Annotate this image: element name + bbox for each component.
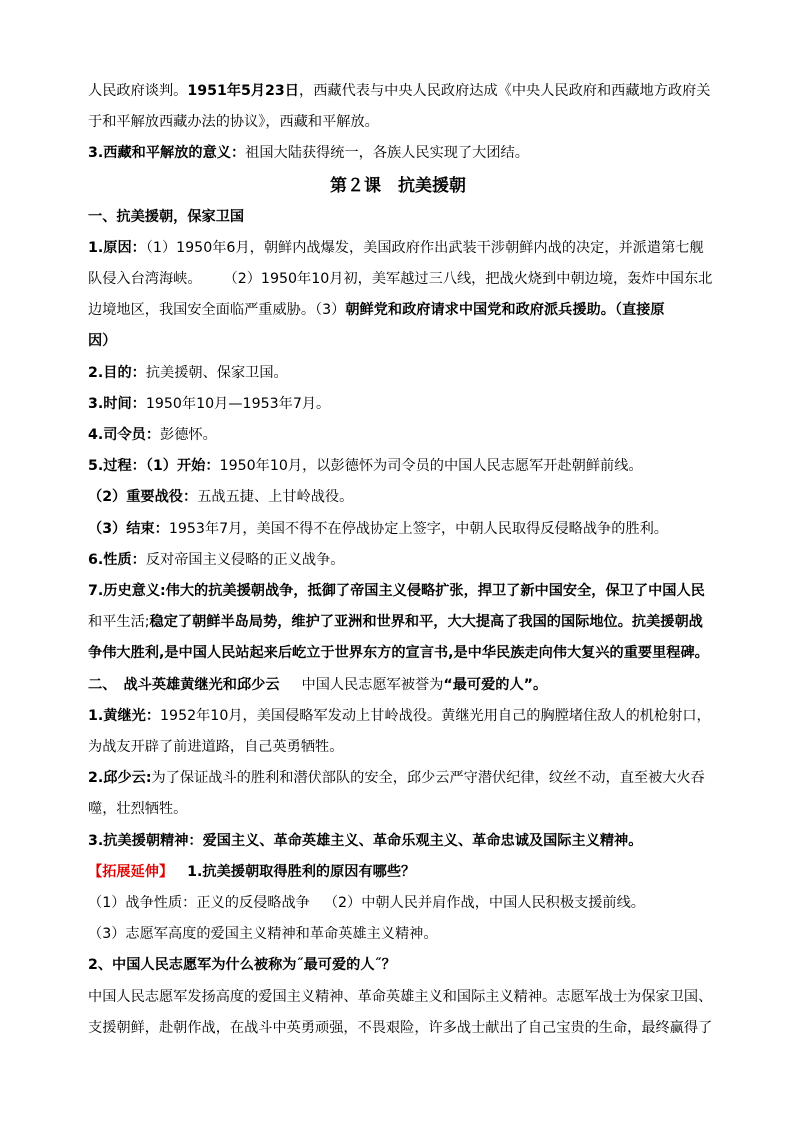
text-line [88,857,708,888]
text-run: 为了保证战斗的胜利和潜伏部队的安全，邱少云严守潜伏纪律，纹丝不动，直至被大火吞 [151,770,705,787]
label-bold: 3.西藏和平解放的意义： [88,145,246,162]
text-run: 边境地区，我国安全面临严重威胁。（3） [88,302,346,319]
label-bold: 4.司令员： [88,427,161,444]
text-run: 人民政府谈判。 [88,83,188,99]
text-line [88,295,708,326]
text-run: 祖国大陆获得统一，各族人民实现了大团结。 [245,145,529,162]
lesson-title: 第２课 抗美援朝 [330,175,466,196]
text-line [88,389,708,420]
question-text: 1.抗美援朝取得胜利的原因有哪些？ [187,863,416,880]
text-run: （1）战争性质：正义的反侵略战争 [88,895,310,912]
text-line: 于和平解放西藏办法的协议》，西藏和平解放。 [88,114,379,131]
date-bold: 1951年5月23日 [187,83,299,99]
text-line [88,607,708,638]
text-line [88,138,708,169]
section-heading-2 [88,670,708,701]
label-bold: 1.黄继光： [88,707,161,724]
text-run: 中国人民志愿军被誉为 [301,676,444,693]
text-bold: 朝鲜党和政府请求中国党和政府派兵援助。（直接原 [345,302,665,319]
text-run: 反对帝国主义侵略的正义战争。 [145,551,345,568]
text-line: 噬，壮烈牺牲。 [88,801,188,818]
text-line [88,482,708,513]
text-line [88,763,708,794]
text-line: 7.历史意义:伟大的抗美援朝战争，抵御了帝国主义侵略扩张，捍卫了新中国安全，保卫了中国人民 [88,583,705,600]
text-line: 因） [88,333,117,350]
label-bold: 2.目的： [88,364,146,381]
text-line: 3.抗美援朝精神：爱国主义、革命英雄主义、革命乐观主义、革命忠诚及国际主义精神。 [88,832,643,849]
section-heading-1: 一、抗美援朝，保家卫国 [88,208,245,225]
text-line [88,888,708,919]
text-bold: 稳定了朝鲜半岛局势，维护了亚洲和世界和平，大大提高了我国的国际地位。抗美援朝战 [149,614,703,631]
label-bold: 1.原因： [88,239,146,256]
label-bold: 6.性质： [88,551,146,568]
text-run: 1950年10月，以彭德怀为司令员的中国人民志愿军开赴朝鲜前线。 [219,458,643,475]
text-line: 支援朝鲜，赴朝作战，在战斗中英勇顽强，不畏艰险，许多战士献出了自己宝贵的生命，最终赢得了 [88,1019,713,1036]
label-bold: 5.过程：（1）开始： [88,458,220,475]
text-line [88,545,708,576]
text-line [88,76,711,107]
text-run: （2）1950年10月初，美军越过三八线，把战火烧到中朝边境，轰炸中国东北 [223,271,713,288]
text-run: （2）中朝人民并肩作战，中国人民积极支援前线。 [323,895,645,912]
text-run: 五战五捷、上甘岭战役。 [197,489,354,506]
text-line [88,420,708,451]
text-line [88,701,711,732]
text-line: 中国人民志愿军发扬高度的爱国主义精神、革命英雄主义和国际主义精神。志愿军战士为保家卫国、 [88,988,713,1005]
text-run: ，西藏代表与中央人民政府达成《中央人民政府和西藏地方政府关 [299,83,711,99]
text-run: 1953年7月，美国不得不在停战协定上签字，中朝人民取得反侵略战争的胜利。 [168,520,668,537]
question-text: 2、中国人民志愿军为什么被称为˝最可爱的人˝？ [88,957,396,974]
extension-tag: 【拓展延伸】 [88,863,174,880]
text-line: 为战友开辟了前进道路，自己英勇牺牲。 [88,739,344,756]
text-line [88,233,708,264]
text-line [88,264,713,295]
heading-text: 二、 战斗英雄黄继光和邱少云 [88,676,280,693]
text-line [88,514,708,545]
text-run: （1）1950年6月，朝鲜内战爆发，美国政府作出武装干涉朝鲜内战的决定，并派遣第七舰 [145,239,704,256]
text-bold: “最可爱的人”。 [443,676,548,693]
text-run: 队侵入台湾海峡。 [88,271,202,288]
text-line: 争伟大胜利,是中国人民站起来后屹立于世界东方的宣言书,是中华民族走向伟大复兴的重要里程碑。 [88,645,709,662]
label-bold: 2.邱少云: [88,770,152,787]
text-run: 1950年10月—1953年7月。 [145,395,331,412]
text-line [88,451,708,482]
label-bold: 3.时间： [88,395,146,412]
text-run: 1952年10月，美国侵略军发动上甘岭战役。黄继光用自己的胸膛堵住敌人的机枪射口， [160,707,711,724]
document-page [88,76,713,1044]
text-run: 和平生活; [88,614,150,631]
text-run: 彭德怀。 [160,427,217,444]
label-bold: （2）重要战役： [88,489,198,506]
label-bold: （3）结束： [88,520,169,537]
text-line [88,358,708,389]
text-run: 抗美援朝、保家卫国。 [145,364,288,381]
text-line: （3）志愿军高度的爱国主义精神和革命英雄主义精神。 [88,926,438,943]
